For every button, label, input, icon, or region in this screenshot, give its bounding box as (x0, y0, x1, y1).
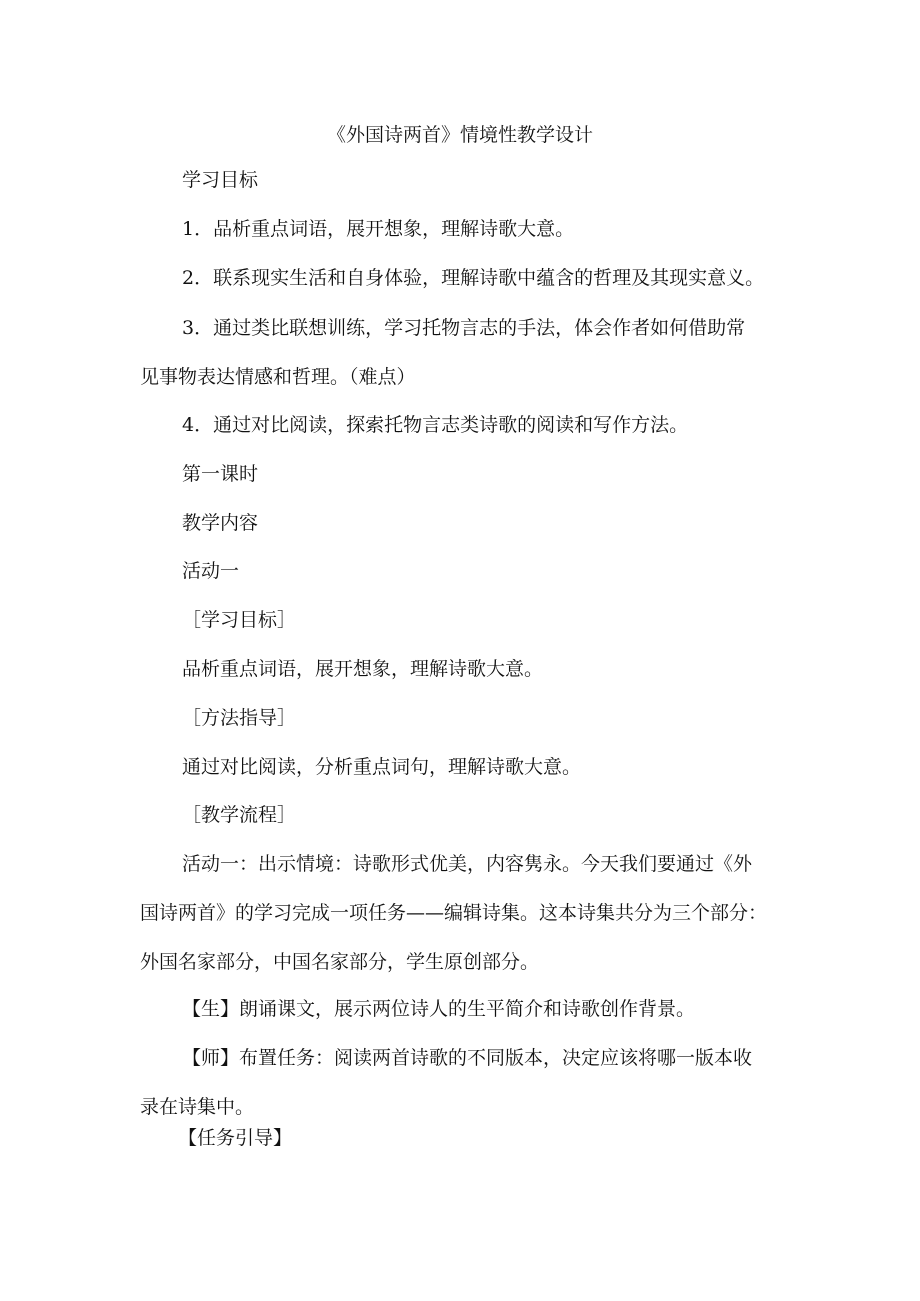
teaching-content-heading: 教学内容 (182, 512, 259, 534)
goal-item-4: 4．通过对比阅读，探索托物言志类诗歌的阅读和写作方法。 (182, 414, 689, 436)
activity-goal-text: 品析重点词语，展开想象，理解诗歌大意。 (182, 658, 544, 680)
goal-item-1: 1．品析重点词语，展开想象，理解诗歌大意。 (182, 218, 575, 240)
task-guide-heading: 【任务引导】 (178, 1127, 293, 1149)
section-heading-learning-goals: 学习目标 (182, 169, 259, 191)
goal-item-3-continued: 见事物表达情感和哲理。（难点） (140, 366, 416, 388)
goal-item-2: 2．联系现实生活和自身体验，理解诗歌中蕴含的哲理及其现实意义。 (182, 267, 765, 289)
process-paragraph-line-1: 活动一：出示情境：诗歌形式优美，内容隽永。今天我们要通过《外 (182, 853, 753, 875)
bracket-heading-method: ［方法指导］ (182, 707, 297, 729)
document-title: 《外国诗两首》情境性教学设计 (326, 124, 593, 146)
bracket-heading-process: ［教学流程］ (182, 804, 297, 826)
process-paragraph-line-3: 外国名家部分，中国名家部分，学生原创部分。 (140, 951, 540, 973)
student-task-text: 【生】朗诵课文，展示两位诗人的生平简介和诗歌创作背景。 (182, 998, 696, 1020)
method-text: 通过对比阅读，分析重点词句，理解诗歌大意。 (182, 756, 582, 778)
bracket-heading-learning-goals: ［学习目标］ (182, 609, 297, 631)
lesson-heading: 第一课时 (182, 463, 259, 485)
goal-item-3: 3．通过类比联想训练，学习托物言志的手法，体会作者如何借助常 (182, 317, 746, 339)
process-paragraph-line-2: 国诗两首》的学习完成一项任务——编辑诗集。这本诗集共分为三个部分： (140, 902, 768, 924)
activity-one-heading: 活动一 (182, 560, 240, 582)
teacher-task-text: 【师】布置任务：阅读两首诗歌的不同版本，决定应该将哪一版本收 (182, 1047, 753, 1069)
teacher-task-text-continued: 录在诗集中。 (140, 1096, 255, 1118)
